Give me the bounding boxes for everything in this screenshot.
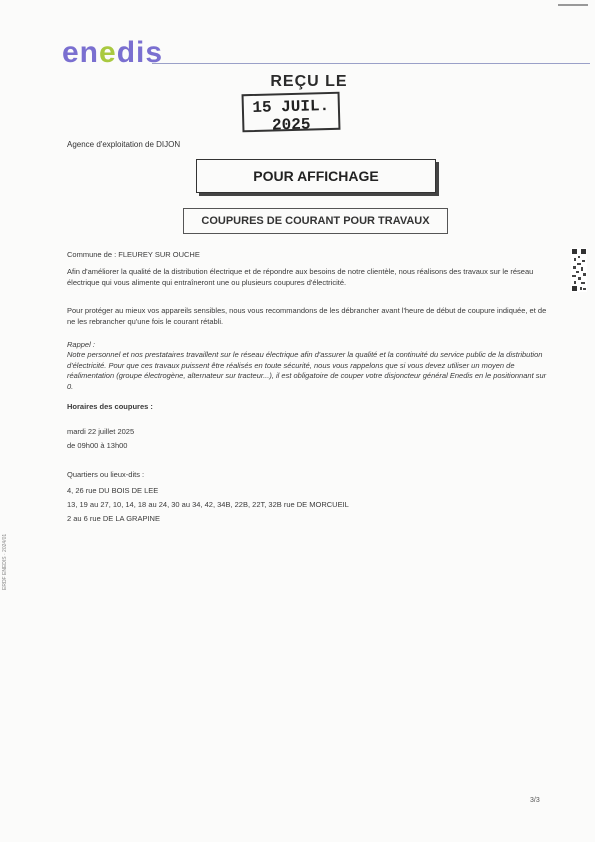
stamp-title: REÇU LE (270, 73, 348, 90)
rappel-label: Rappel : (67, 340, 95, 349)
horaires-label: Horaires des coupures : (67, 402, 153, 411)
quartiers-label: Quartiers ou lieux-dits : (67, 470, 145, 479)
quartier-item: 13, 19 au 27, 10, 14, 18 au 24, 30 au 34, 42, 34B, 22B, 22T, 32B rue DE MORCUEIL (67, 500, 349, 509)
quartier-item: 2 au 6 rue DE LA GRAPINE (67, 514, 160, 523)
protection-paragraph: Pour protéger au mieux vos appareils sensibles, nous vous recommandons de les débrancher avant l'heure de début de coupure indiquée, et de ne les rebrancher qu'une fois le courant rétabli. (67, 306, 547, 326)
page-number: 3/3 (530, 797, 540, 804)
quartier-item: 4, 26 rue DU BOIS DE LEE (67, 486, 159, 495)
enedis-logo: enedis (62, 36, 164, 69)
coupure-time: de 09h00 à 13h00 (67, 441, 128, 450)
side-reference-text: ERDF ENEDIS · 2024/01 (2, 533, 8, 590)
stamp-date: 15 JUIL. 2025 (252, 97, 330, 135)
scan-corner-mark (558, 4, 588, 6)
rappel-paragraph: Notre personnel et nos prestataires travaillent sur le réseau électrique afin d'assurer la qualité et la continuité du service public de la distribution d'électricité. Pour que ces travaux puissent être réalisés en toute sécurité, nous vous rappelons que si vous devez utiliser un moyen de réalimentation (groupe électrogène, alternateur sur tracteur...), il est obligatoire de couper votre disjoncteur général Enedis en le positionnant sur 0. (67, 350, 547, 391)
intro-paragraph: Afin d'améliorer la qualité de la distribution électrique et de répondre aux besoins de notre clientèle, nous réalisons des travaux sur le réseau électrique qui vous alimente qui entraîneront une ou plusieurs coupures d'électricité. (67, 267, 534, 287)
coupure-date: mardi 22 juillet 2025 (67, 427, 135, 436)
commune-line: Commune de : FLEUREY SUR OUCHE (67, 250, 200, 259)
qr-code-icon (571, 248, 587, 292)
header-rule (152, 63, 590, 64)
coupures-title-box: COUPURES DE COURANT POUR TRAVAUX (183, 208, 448, 234)
pour-affichage-box: POUR AFFICHAGE (196, 159, 436, 193)
agence-label: Agence d'exploitation de DIJON (67, 140, 181, 149)
